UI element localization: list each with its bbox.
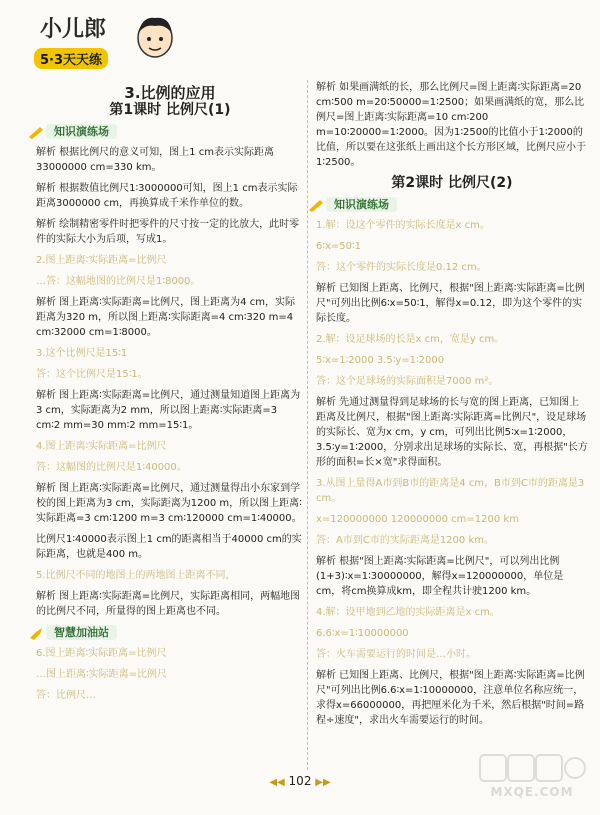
lesson-title-2: 第2课时 比例尺(2) — [391, 175, 513, 191]
answer-faint: 答：这个足球场的实际面积是7000 m²。 — [316, 376, 499, 387]
analysis-r2: 解析 已知图上距离、比例尺，根据"图上距离∶实际距离=比例尺"可列出比例6∶x=50∶1，解得x=0.12，即为这个零件的实际长度。 — [316, 283, 585, 324]
page-number: 102 — [288, 774, 312, 788]
brand-logo — [28, 10, 178, 70]
analysis-7: 比例尺1∶40000表示图上1 cm的距离相当于40000 cm的实际距离，也就是400 m。 — [36, 534, 302, 560]
analysis-r3: 解析 先通过测量得到足球场的长与宽的图上距离，已知图上距离及比例尺，根据"图上距离∶实际距离=比例尺"，设足球场的实际长、宽为x cm，y cm，可列出比例5∶x=1∶2000，3.5∶y=1∶2000，分别求出足球场的实际长、宽，再根据"长方形的面积=长×宽"求得面积。 — [316, 397, 588, 468]
answer-faint: 6∶x=50∶1 — [316, 241, 361, 252]
section-header — [28, 625, 304, 640]
rocket-icon — [28, 626, 46, 640]
section-header — [308, 197, 588, 212]
answer-faint: 3.这个比例尺是15∶1 — [36, 348, 128, 359]
lesson-title-1: 第1课时 比例尺(1) — [109, 102, 231, 118]
answer-faint: 2.图上距离∶实际距离=比例尺 — [36, 255, 167, 266]
answer-faint: 1.解：设这个零件的实际长度是x cm。 — [316, 220, 490, 231]
chapter-title: 3.比例的应用 — [124, 84, 216, 102]
answer-faint: 6.图上距离∶实际距离=比例尺 — [36, 648, 167, 659]
answer-faint: …答：这幅地图的比例尺是1∶8000。 — [36, 276, 201, 287]
watermark — [478, 751, 586, 803]
analysis-3: 解析 绘制精密零件时把零件的尺寸按一定的比放大，此时零件的实际大小为后项，写成1。 — [36, 219, 300, 245]
answer-faint: 3.从图上量得A市到B市的距离是4 cm，B市到C市的距离是3 cm。 — [316, 478, 585, 504]
analysis-6: 解析 图上距离∶实际距离=比例尺，通过测量得出小东家到学校的图上距离为3 cm，实际距离为1200 m，所以图上距离∶实际距离=3 cm∶1200 m=3 cm∶120000 cm=1∶40000。 — [36, 483, 302, 524]
section-label: 知识演练场 — [326, 197, 397, 212]
right-column — [316, 80, 588, 734]
answer-faint: 4.解：设甲地到乙地的实际距离是x cm。 — [316, 607, 500, 618]
answer-faint: 答：这个比例尺是15∶1。 — [36, 369, 148, 380]
answer-faint: 答：这幅图的比例尺是1∶40000。 — [36, 462, 187, 473]
analysis-2: 解析 根据数值比例尺1∶3000000可知，图上1 cm表示实际距离3000000 cm，再换算成千米作单位的数。 — [36, 183, 298, 209]
answer-faint: 6.6∶x=1∶10000000 — [316, 628, 409, 639]
pencil-icon — [28, 125, 46, 139]
analysis-1: 解析 根据比例尺的意义可知，图上1 cm表示实际距离33000000 cm=330 km。 — [36, 147, 274, 173]
left-column — [36, 80, 304, 709]
watermark-text: MXQE.COM — [490, 785, 574, 799]
analysis-8: 解析 图上距离∶实际距离=比例尺，实际距离相同，两幅地图的比例尺不同，所量得的图上距离也不同。 — [36, 591, 301, 617]
analysis-4: 解析 图上距离∶实际距离=比例尺，图上距离为4 cm，实际距离为320 m，所以图上距离∶实际距离=4 cm∶320 m=4 cm∶32000 cm=1∶8000。 — [36, 297, 295, 338]
analysis-r4: 解析 根据"图上距离∶实际距离=比例尺"，可以列出比例(1+3)∶x=1∶30000000，解得x=120000000，单位是cm，将cm换算成km，即全程共计驶1200 km。 — [316, 556, 564, 597]
section-label: 知识演练场 — [46, 124, 117, 139]
answer-faint: 5∶x=1∶2000 3.5∶y=1∶2000 — [316, 355, 445, 366]
answer-faint: 5.比例尺不同的地图上的两地图上距离不同， — [36, 570, 236, 581]
brand-subtitle: 5·3天天练 — [34, 48, 108, 69]
answer-faint: 答：比例尺… — [36, 690, 96, 701]
answer-faint: 4.图上距离∶实际距离=比例尺 — [36, 441, 167, 452]
answer-faint: 答：A市到C市的实际距离是1200 km。 — [316, 535, 494, 546]
analysis-r5: 解析 已知图上距离、比例尺，根据"图上距离∶实际距离=比例尺"可列出比例6.6∶x=1∶10000000，注意单位名称应统一，求得x=66000000，再把厘米化为千米，然后根据"时间=路程÷速度"，求出火车需要运行的时间。 — [316, 670, 585, 726]
answer-faint: 答：火车需要运行的时间是…小时。 — [316, 649, 476, 660]
answer-faint: 答：这个零件的实际长度是0.12 cm。 — [316, 262, 487, 273]
prev-arrows-icon: ◀◀ — [269, 777, 285, 788]
column-divider — [307, 80, 308, 770]
section-header — [28, 124, 304, 139]
next-arrows-icon: ▶▶ — [315, 777, 331, 788]
section-label: 智慧加油站 — [46, 625, 117, 640]
cartoon-boy-icon — [132, 12, 178, 66]
brand-title: 小儿郎 — [40, 16, 107, 42]
pencil-icon — [308, 198, 326, 212]
answer-faint: …图上距离∶实际距离=比例尺 — [36, 669, 167, 680]
analysis-5: 解析 图上距离∶实际距离=比例尺，通过测量知道图上距离为3 cm，实际距离为2 mm，所以图上距离∶实际距离=3 cm∶2 mm=30 mm∶2 mm=15∶1。 — [36, 390, 301, 431]
answer-faint: 2.解：设足球场的长是x cm，宽是y cm。 — [316, 334, 505, 345]
answer-faint: x=120000000 120000000 cm=1200 km — [316, 514, 519, 525]
analysis-r1: 解析 如果画满纸的长，那么比例尺=图上距离∶实际距离=20 cm∶500 m=20∶50000=1∶2500；如果画满纸的宽，那么比例尺=图上距离∶实际距离=10 cm∶200 m=10∶20000=1∶2000。因为1∶2500的比值小于1∶2000的比值，所以要在这张纸上画出这个长方形区域，比例尺应小于1∶2500。 — [316, 82, 586, 168]
watermark-logo-icon — [478, 751, 586, 785]
